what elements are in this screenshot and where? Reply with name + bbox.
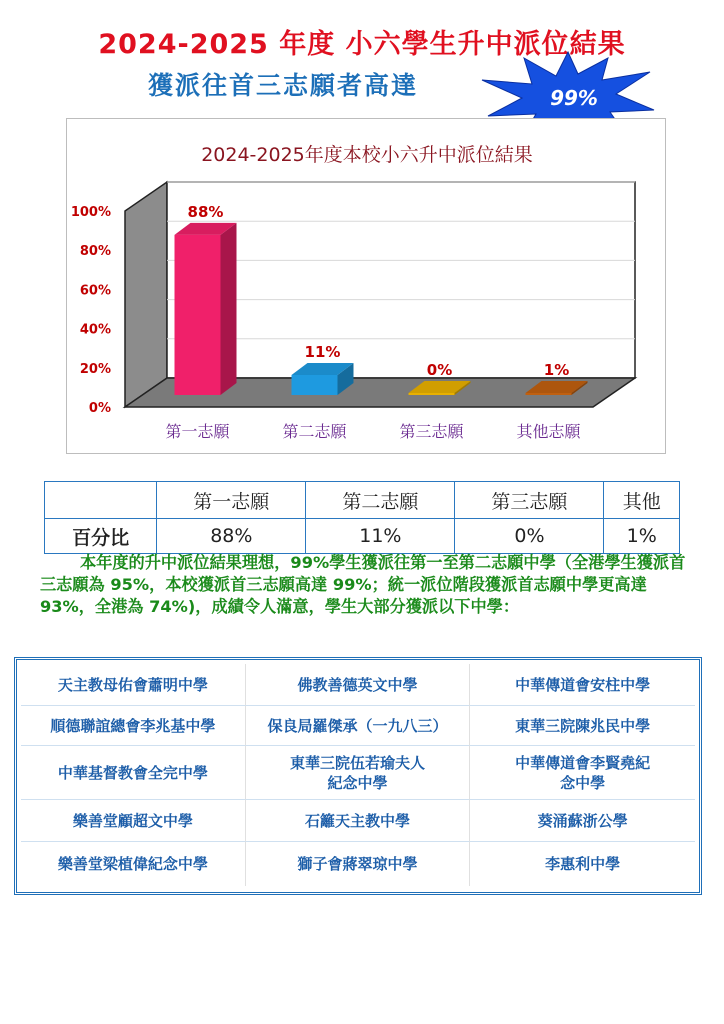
badge-text: 99% [550, 86, 598, 110]
bar-value-label: 0% [426, 361, 453, 379]
table-header-cell: 第三志願 [455, 482, 604, 519]
bar [526, 393, 572, 395]
table-cell: 11% [306, 519, 455, 554]
y-tick-label: 0% [88, 401, 111, 416]
summary-text: 本年度的升中派位結果理想，99%學生獲派往第一至第二志願中學（全港學生獲派首三志願為 95%，本校獲派首三志願高達 99%；統一派位階段獲派首志願中學更高達 93%，全港為 74%)，成績令人滿意，學生大部分獲派以下中學： [40, 553, 686, 616]
x-tick-label: 第三志願 [399, 422, 464, 441]
bar [292, 375, 338, 395]
table-header-row [45, 482, 680, 519]
school-item: 石籬天主教中學 [246, 800, 471, 842]
table-header-cell: 第一志願 [157, 482, 306, 519]
school-item: 樂善堂梁植偉紀念中學 [21, 842, 246, 886]
x-tick-label: 其他志願 [516, 422, 581, 441]
x-tick-label: 第一志願 [165, 422, 230, 441]
page-title: 2024-2025 年度 小六學生升中派位結果 [98, 29, 626, 60]
table-cell: 0% [455, 519, 604, 554]
school-list-box [14, 657, 702, 895]
school-item: 中華傳道會安柱中學 [470, 664, 695, 706]
y-tick-label: 80% [79, 244, 111, 260]
bar-side [221, 223, 237, 395]
bar-value-label: 88% [187, 202, 224, 221]
school-item: 樂善堂顧超文中學 [21, 800, 246, 842]
x-tick-label: 第二志願 [282, 422, 347, 441]
school-item: 中華基督教會全完中學 [21, 746, 246, 800]
school-item: 葵涌蘇浙公學 [470, 800, 695, 842]
summary-paragraph [40, 552, 686, 618]
y-tick-label: 100% [70, 205, 111, 220]
school-item: 東華三院伍若瑜夫人紀念中學 [246, 746, 471, 800]
table-cell: 1% [604, 519, 680, 554]
school-item: 中華傳道會李賢堯紀念中學 [470, 746, 695, 800]
school-item: 東華三院陳兆民中學 [470, 706, 695, 746]
chart-panel [66, 118, 666, 454]
bar-value-label: 11% [304, 342, 341, 361]
bar [409, 393, 455, 395]
school-grid [21, 664, 695, 888]
table-header-cell: 第二志願 [306, 482, 455, 519]
y-tick-label: 20% [79, 361, 111, 377]
school-item: 獅子會蔣翠琼中學 [246, 842, 471, 886]
bar-value-label: 1% [543, 361, 570, 379]
chart-left-wall [125, 182, 167, 407]
bar [175, 235, 221, 395]
table-row [45, 519, 680, 554]
table-cell: 88% [157, 519, 306, 554]
school-item: 天主教母佑會蕭明中學 [21, 664, 246, 706]
bar-chart [67, 119, 665, 453]
table-header-cell: 其他 [604, 482, 680, 519]
school-item: 順德聯誼總會李兆基中學 [21, 706, 246, 746]
table-header-cell [45, 482, 157, 519]
school-item: 佛教善德英文中學 [246, 664, 471, 706]
school-item: 保良局羅傑承（一九八三） [246, 706, 471, 746]
page-subtitle: 獲派往首三志願者高達 [148, 71, 419, 100]
y-tick-label: 40% [79, 322, 111, 338]
chart-back-wall [167, 182, 635, 378]
school-item: 李惠利中學 [545, 855, 621, 873]
table-row-label: 百分比 [45, 519, 157, 554]
chart-title: 2024-2025年度本校小六升中派位結果 [201, 144, 533, 166]
results-table [44, 481, 680, 554]
y-tick-label: 60% [79, 283, 111, 299]
